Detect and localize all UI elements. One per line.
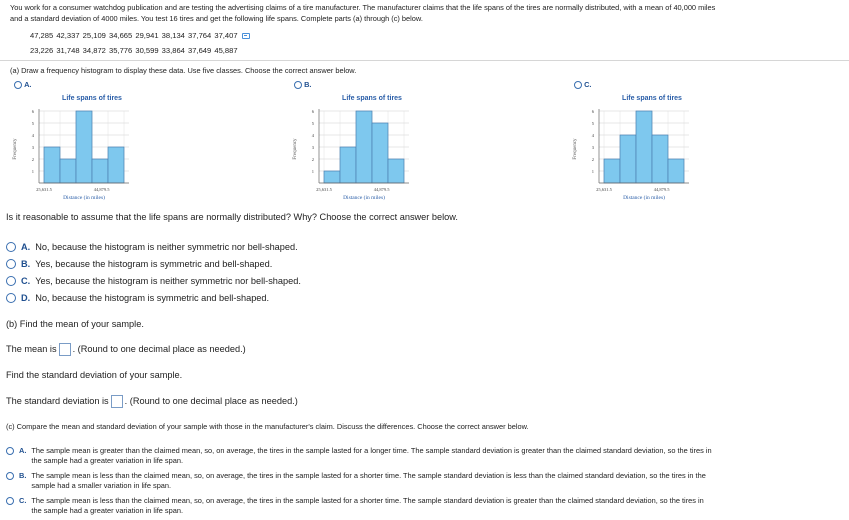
x-tick-label: 25,631.5 bbox=[596, 187, 612, 192]
sd-title: Find the standard deviation of your sample. bbox=[6, 370, 183, 380]
mean-prefix: The mean is bbox=[6, 343, 57, 354]
radio-answer-b[interactable] bbox=[6, 259, 16, 269]
histogram-svg bbox=[2, 103, 182, 213]
sd-row bbox=[6, 395, 298, 408]
histogram-bar bbox=[652, 135, 668, 183]
y-tick-label: 3 bbox=[31, 145, 34, 150]
hist-option-c[interactable] bbox=[574, 80, 591, 89]
option-text: The sample mean is less than the claimed mean, so, on average, the tires in the sample lasted for a shorter time. The sample standard deviation is less than the claimed standard deviation, so the tires in the sample had a smaller variation in life span. bbox=[31, 471, 706, 490]
divider bbox=[0, 60, 849, 61]
option-key: C. bbox=[19, 496, 27, 505]
option-key: B. bbox=[304, 80, 312, 89]
y-tick-label: 5 bbox=[31, 121, 34, 126]
radio-a[interactable] bbox=[14, 81, 22, 89]
radio-answer-a[interactable] bbox=[6, 242, 16, 252]
answer-d[interactable] bbox=[6, 293, 269, 303]
x-tick-label: 44,879.5 bbox=[93, 187, 110, 192]
y-tick-label: 6 bbox=[311, 109, 314, 114]
y-axis-label: Frequency bbox=[573, 138, 578, 160]
histogram-svg bbox=[282, 103, 462, 213]
option-text: The sample mean is less than the claimed mean, so, on average, the tires in the sample lasted for a shorter time. The sample standard deviation is greater than the claimed standard deviation, so the tires in the sample had a greater variation in life span. bbox=[31, 496, 704, 515]
answer-a[interactable] bbox=[6, 242, 298, 252]
c-option-c[interactable] bbox=[6, 496, 836, 516]
y-tick-label: 3 bbox=[311, 145, 314, 150]
y-tick-label: 1 bbox=[31, 169, 34, 174]
histogram-b bbox=[282, 95, 462, 210]
histogram-bar bbox=[604, 159, 620, 183]
histogram-a bbox=[2, 95, 182, 210]
radio-answer-d[interactable] bbox=[6, 293, 16, 303]
radio-c[interactable] bbox=[574, 81, 582, 89]
data-row-2: 23,226 31,748 34,872 35,776 30,599 33,864 37,649 45,887 bbox=[30, 46, 238, 55]
y-tick-label: 4 bbox=[311, 133, 314, 138]
answer-key: C. bbox=[21, 276, 31, 286]
mean-row bbox=[6, 343, 246, 356]
x-tick-label: 44,879.5 bbox=[653, 187, 670, 192]
hist-option-a[interactable] bbox=[14, 80, 31, 89]
radio-c-b[interactable] bbox=[6, 472, 14, 480]
chart-title: Life spans of tires bbox=[622, 95, 682, 102]
y-tick-label: 2 bbox=[311, 157, 314, 162]
histogram-svg bbox=[562, 103, 742, 213]
answer-key: B. bbox=[21, 259, 31, 269]
part-a-prompt: (a) Draw a frequency histogram to display these data. Use five classes. Choose the correct answer below. bbox=[10, 66, 357, 75]
answer-key: A. bbox=[21, 242, 31, 252]
answer-c[interactable] bbox=[6, 276, 301, 286]
y-tick-label: 4 bbox=[591, 133, 594, 138]
y-axis-label: Frequency bbox=[13, 138, 18, 160]
normality-question: Is it reasonable to assume that the life spans are normally distributed? Why? Choose the correct answer below. bbox=[6, 212, 458, 222]
histogram-bar bbox=[356, 111, 372, 183]
y-tick-label: 6 bbox=[591, 109, 594, 114]
histogram-bar bbox=[388, 159, 404, 183]
histogram-bar bbox=[76, 111, 92, 183]
histogram-bar bbox=[340, 147, 356, 183]
mean-input[interactable] bbox=[59, 343, 71, 356]
option-key: A. bbox=[19, 446, 27, 455]
histogram-bar bbox=[636, 111, 652, 183]
part-b-title: (b) Find the mean of your sample. bbox=[6, 319, 144, 329]
intro-line-2: and a standard deviation of 4000 miles. You test 16 tires and get the following life spans. Complete parts (a) through (c) below. bbox=[10, 13, 423, 23]
answer-b[interactable] bbox=[6, 259, 272, 269]
x-tick-label: 25,631.5 bbox=[316, 187, 332, 192]
histogram-bar bbox=[324, 171, 340, 183]
y-tick-label: 4 bbox=[31, 133, 34, 138]
x-tick-label: 44,879.5 bbox=[373, 187, 390, 192]
y-tick-label: 2 bbox=[591, 157, 594, 162]
sd-input[interactable] bbox=[111, 395, 123, 408]
y-tick-label: 5 bbox=[591, 121, 594, 126]
radio-c-c[interactable] bbox=[6, 497, 14, 505]
part-c-prompt: (c) Compare the mean and standard deviation of your sample with those in the manufacturer's claim. Discuss the differences. Choose the correct answer below. bbox=[6, 422, 529, 431]
x-axis-label: Distance (in miles) bbox=[623, 195, 665, 201]
answer-text: Yes, because the histogram is neither symmetric nor bell-shaped. bbox=[35, 276, 301, 286]
radio-c-a[interactable] bbox=[6, 447, 14, 455]
data-row-1: 47,285 42,337 25,109 34,665 29,941 38,134 37,764 37,407 bbox=[30, 31, 250, 40]
histogram-bar bbox=[668, 159, 684, 183]
answer-text: Yes, because the histogram is symmetric and bell-shaped. bbox=[35, 259, 273, 269]
y-tick-label: 1 bbox=[591, 169, 594, 174]
histogram-c bbox=[562, 95, 742, 210]
option-text: The sample mean is greater than the claimed mean, so, on average, the tires in the sample lasted for a longer time. The sample standard deviation is greater than the claimed standard deviation, so the tires in the sample had a greater variation in life span. bbox=[31, 446, 712, 465]
histogram-bar bbox=[108, 147, 124, 183]
y-tick-label: 3 bbox=[591, 145, 594, 150]
radio-answer-c[interactable] bbox=[6, 276, 16, 286]
answer-key: D. bbox=[21, 293, 31, 303]
y-tick-label: 2 bbox=[31, 157, 34, 162]
answer-text: No, because the histogram is symmetric and bell-shaped. bbox=[35, 293, 270, 303]
histogram-bar bbox=[60, 159, 76, 183]
problem-intro bbox=[10, 3, 848, 24]
histogram-bar bbox=[372, 123, 388, 183]
y-tick-label: 6 bbox=[31, 109, 34, 114]
hist-option-b[interactable] bbox=[294, 80, 311, 89]
y-tick-label: 5 bbox=[311, 121, 314, 126]
mean-suffix: . (Round to one decimal place as needed.) bbox=[72, 343, 246, 354]
y-axis-label: Frequency bbox=[293, 138, 298, 160]
sd-suffix: . (Round to one decimal place as needed.) bbox=[124, 395, 298, 406]
c-option-b[interactable] bbox=[6, 471, 836, 491]
y-tick-label: 1 bbox=[311, 169, 314, 174]
copy-data-icon[interactable] bbox=[242, 33, 250, 39]
x-axis-label: Distance (in miles) bbox=[63, 195, 105, 201]
x-tick-label: 25,631.5 bbox=[36, 187, 52, 192]
chart-title: Life spans of tires bbox=[62, 95, 122, 102]
option-key: B. bbox=[19, 471, 27, 480]
intro-line-1: You work for a consumer watchdog publication and are testing the advertising claims of a tire manufacturer. The manufacturer claims that the life spans of the tires are normally distributed, with a mean of 40,000 miles bbox=[10, 3, 716, 12]
radio-b[interactable] bbox=[294, 81, 302, 89]
x-axis-label: Distance (in miles) bbox=[343, 195, 385, 201]
option-key: C. bbox=[584, 80, 592, 89]
chart-title: Life spans of tires bbox=[342, 95, 402, 102]
answer-text: No, because the histogram is neither symmetric nor bell-shaped. bbox=[35, 242, 298, 252]
c-option-a[interactable] bbox=[6, 446, 836, 466]
histogram-bar bbox=[44, 147, 60, 183]
sd-prefix: The standard deviation is bbox=[6, 395, 109, 406]
option-key: A. bbox=[24, 80, 32, 89]
histogram-bar bbox=[92, 159, 108, 183]
histogram-bar bbox=[620, 135, 636, 183]
